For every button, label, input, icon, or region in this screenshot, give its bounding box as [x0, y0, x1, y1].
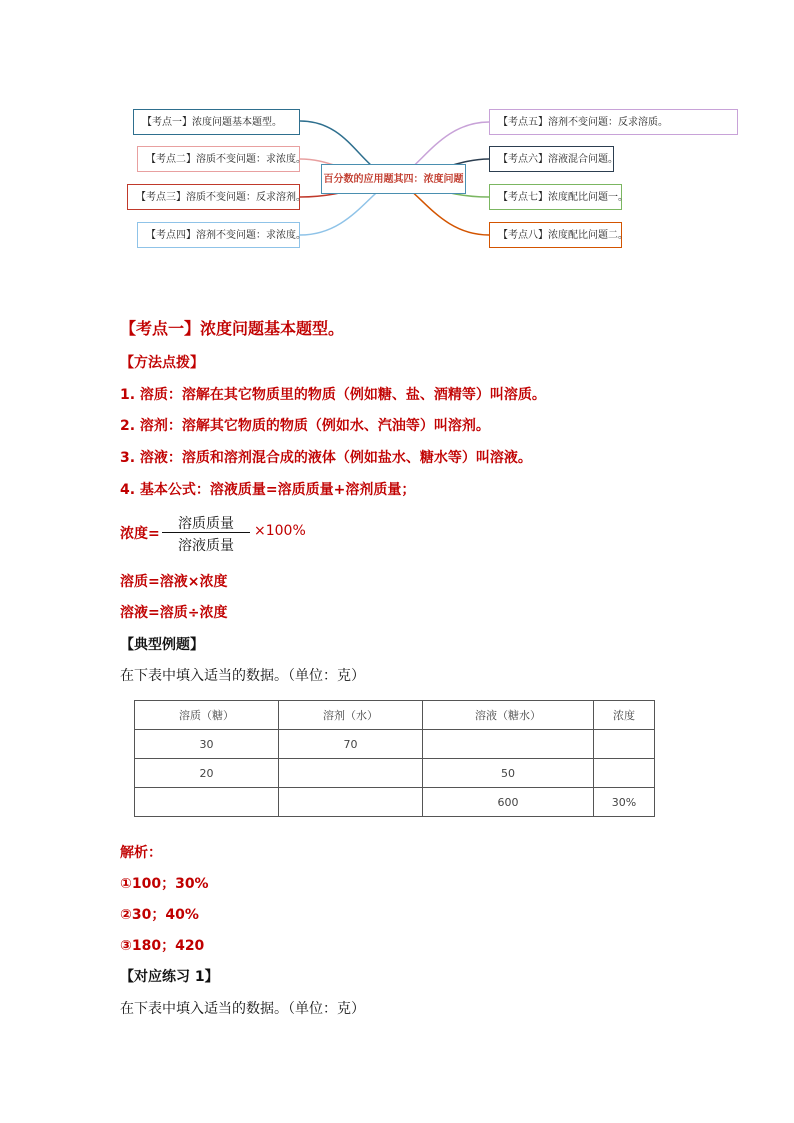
- table-row: [135, 788, 655, 817]
- practice-heading: 【对应练习 1】: [120, 969, 219, 985]
- table-row: [135, 759, 655, 788]
- table-cell: [279, 788, 423, 817]
- table-cell: 50: [423, 759, 594, 788]
- answer-3: ③180；420: [120, 938, 205, 954]
- table-header-cell: 溶剂（水）: [279, 701, 423, 730]
- table-cell: [594, 730, 655, 759]
- point-2: 2. 溶剂：溶解其它物质的物质（例如水、汽油等）叫溶剂。: [120, 418, 490, 434]
- table-cell: 70: [279, 730, 423, 759]
- section-title: 【考点一】浓度问题基本题型。: [120, 319, 345, 338]
- formula-solute: 溶质=溶液×浓度: [120, 574, 228, 590]
- analysis-heading: 解析：: [120, 845, 162, 861]
- table-header-cell: 浓度: [594, 701, 655, 730]
- point-4: 4. 基本公式：溶液质量=溶质质量+溶剂质量；: [120, 482, 416, 498]
- answer-2: ②30；40%: [120, 907, 199, 923]
- table-cell: [135, 788, 279, 817]
- table-cell: [279, 759, 423, 788]
- example-prompt: 在下表中填入适当的数据。（单位：克）: [120, 668, 365, 684]
- table-cell: 30%: [594, 788, 655, 817]
- mindmap-node-right-1: 【考点五】溶剂不变问题：反求溶质。: [489, 109, 738, 135]
- practice-prompt: 在下表中填入适当的数据。（单位：克）: [120, 1001, 365, 1017]
- point-3: 3. 溶液：溶质和溶剂混合成的液体（例如盐水、糖水等）叫溶液。: [120, 450, 532, 466]
- mindmap-node-left-2: 【考点二】溶质不变问题：求浓度。: [137, 146, 300, 172]
- mindmap-node-right-4: 【考点八】浓度配比问题二。: [489, 222, 622, 248]
- answer-1: ①100；30%: [120, 876, 209, 892]
- table-cell: 600: [423, 788, 594, 817]
- point-1: 1. 溶质：溶解在其它物质里的物质（例如糖、盐、酒精等）叫溶质。: [120, 387, 546, 403]
- example-table: [134, 700, 655, 817]
- formula-label: 浓度=: [120, 526, 160, 542]
- method-heading: 【方法点拨】: [120, 355, 204, 371]
- formula-denominator: 溶液质量: [178, 538, 234, 554]
- table-cell: [423, 730, 594, 759]
- formula-tail: ×100%: [254, 523, 306, 539]
- fraction-bar: [162, 532, 250, 533]
- table-row: [135, 730, 655, 759]
- mindmap-node-right-2: 【考点六】溶液混合问题。: [489, 146, 614, 172]
- table-cell: 20: [135, 759, 279, 788]
- table-header-cell: 溶液（糖水）: [423, 701, 594, 730]
- mindmap-node-left-3: 【考点三】溶质不变问题：反求溶剂。: [127, 184, 300, 210]
- formula-solution: 溶液=溶质÷浓度: [120, 605, 228, 621]
- mindmap-center: 百分数的应用题其四：浓度问题: [321, 164, 466, 194]
- example-heading: 【典型例题】: [120, 637, 204, 653]
- mindmap-node-left-1: 【考点一】浓度问题基本题型。: [133, 109, 300, 135]
- table-cell: [594, 759, 655, 788]
- table-header-cell: 溶质（糖）: [135, 701, 279, 730]
- table-cell: 30: [135, 730, 279, 759]
- mindmap-node-left-4: 【考点四】溶剂不变问题：求浓度。: [137, 222, 300, 248]
- mindmap-node-right-3: 【考点七】浓度配比问题一。: [489, 184, 622, 210]
- table-header-row: [135, 701, 655, 730]
- formula-numerator: 溶质质量: [178, 516, 234, 532]
